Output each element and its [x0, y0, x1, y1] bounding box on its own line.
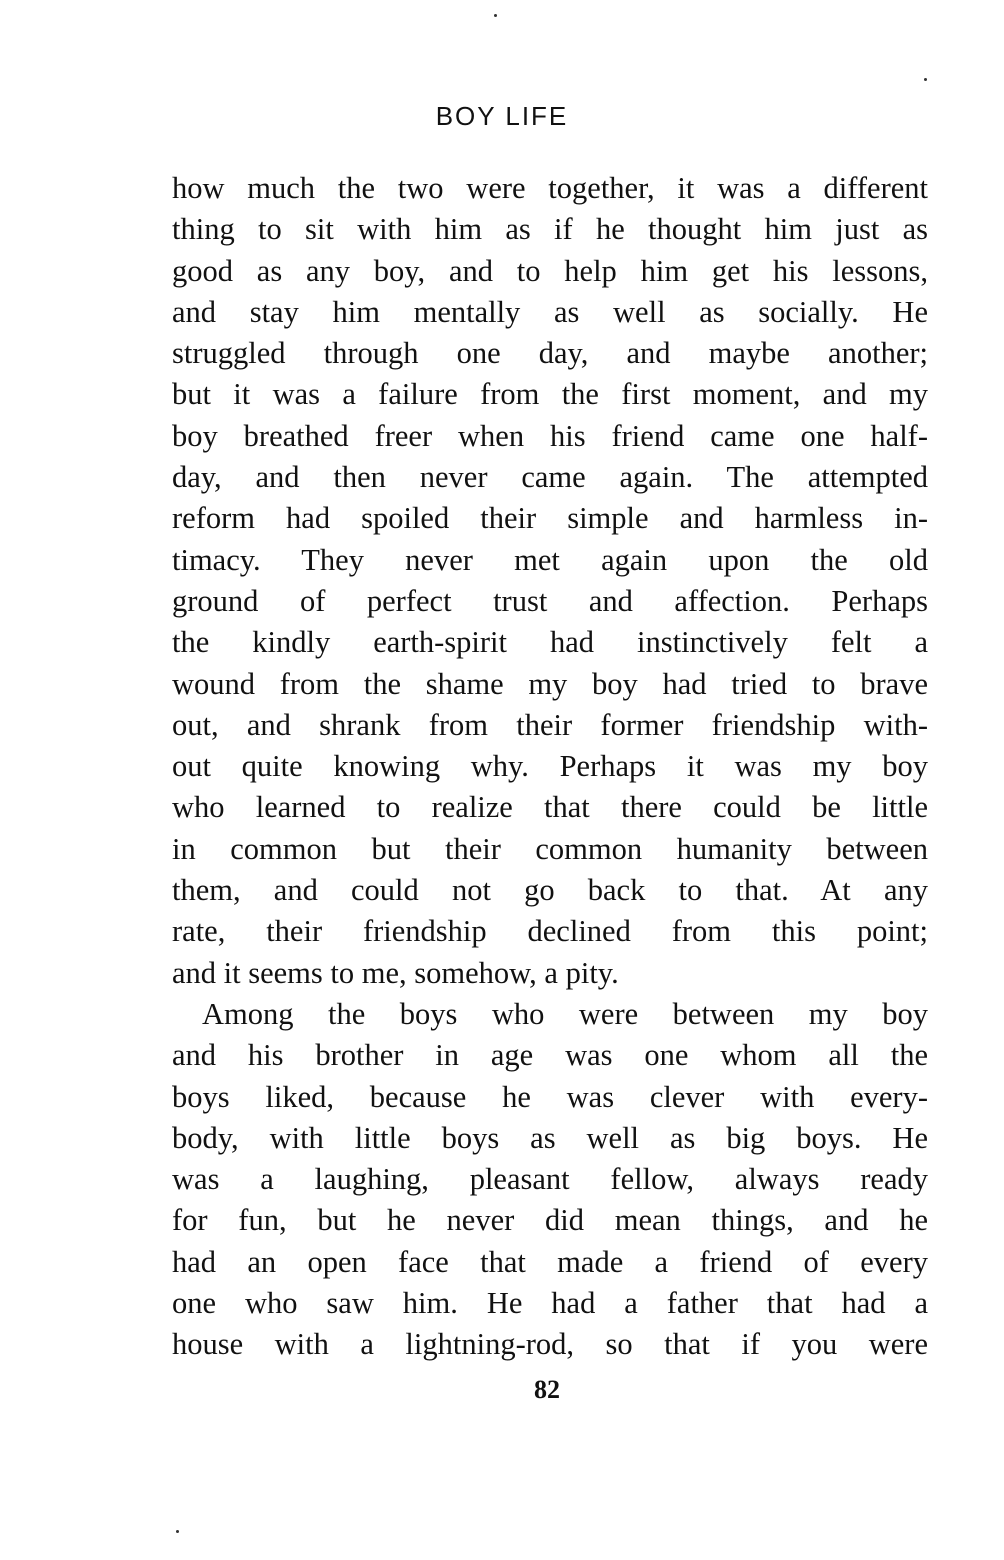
text-line: wound from the shame my boy had tried to brave	[172, 666, 928, 701]
text-line: was a laughing, pleasant fellow, always ready	[172, 1162, 928, 1197]
text-line: ground of perfect trust and affection. Perhaps	[172, 583, 928, 618]
text-line: the kindly earth-spirit had instinctively felt a	[172, 625, 928, 660]
text-line: out, and shrank from their former friendship with-	[172, 707, 928, 742]
text-line: out quite knowing why. Perhaps it was my boy	[172, 749, 928, 784]
print-speck	[924, 78, 927, 81]
text-line: day, and then never came again. The attempted	[172, 460, 928, 495]
text-line: how much the two were together, it was a different	[172, 171, 928, 205]
running-head: BOY LIFE	[435, 101, 569, 131]
text-line: timacy. They never met again upon the old	[172, 542, 928, 577]
text-line-paragraph-end: and it seems to me, somehow, a pity.	[172, 955, 619, 990]
text-line: thing to sit with him as if he thought him just as	[172, 212, 928, 247]
text-line: for fun, but he never did mean things, and he	[172, 1203, 928, 1238]
print-speck	[176, 1530, 179, 1533]
text-line: and his brother in age was one whom all the	[172, 1038, 928, 1073]
text-line: boys liked, because he was clever with every-	[172, 1079, 928, 1114]
text-line: one who saw him. He had a father that had a	[172, 1286, 928, 1321]
text-line: body, with little boys as well as big boys. He	[172, 1120, 928, 1155]
text-line: and stay him mentally as well as socially. He	[172, 294, 928, 329]
text-line: boy breathed freer when his friend came one half-	[172, 418, 928, 453]
text-line: who learned to realize that there could be little	[172, 790, 928, 825]
print-speck	[494, 14, 497, 17]
text-line: good as any boy, and to help him get his lessons,	[172, 253, 928, 288]
page-number: 82	[534, 1375, 560, 1404]
text-line: rate, their friendship declined from this point;	[172, 914, 928, 949]
text-line: reform had spoiled their simple and harmless in-	[172, 501, 928, 536]
text-line: them, and could not go back to that. At any	[172, 873, 928, 908]
text-line: but it was a failure from the first moment, and my	[172, 377, 928, 412]
body-text	[172, 168, 928, 1366]
text-line: in common but their common humanity between	[172, 831, 928, 866]
text-line-paragraph-start: Among the boys who were between my boy	[202, 996, 928, 1031]
text-line: house with a lightning-rod, so that if you were	[172, 1327, 928, 1362]
text-line: had an open face that made a friend of every	[172, 1244, 928, 1279]
text-line: struggled through one day, and maybe another;	[172, 336, 928, 371]
